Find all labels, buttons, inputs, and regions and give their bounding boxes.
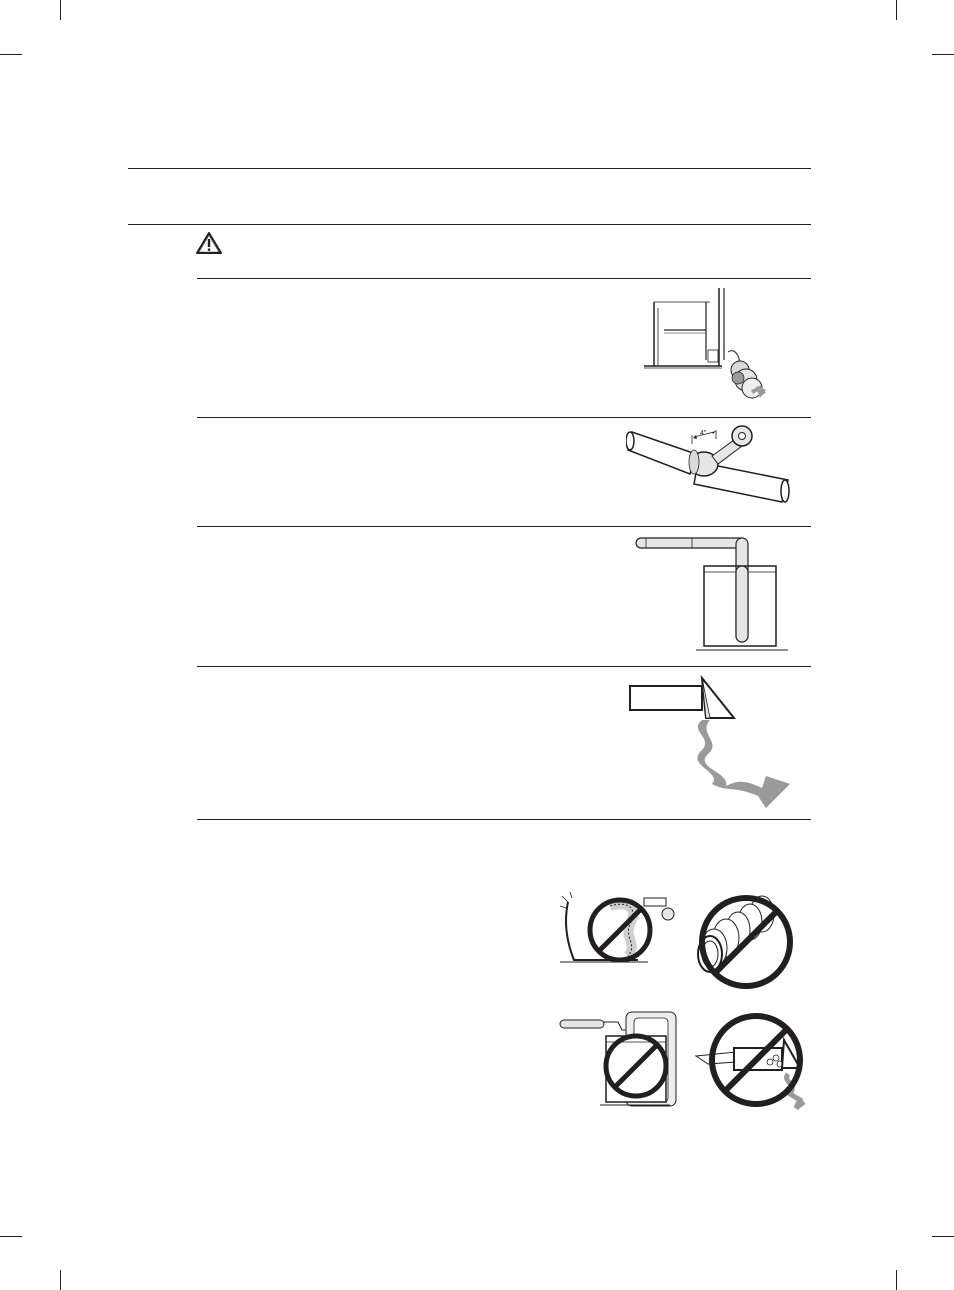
item-rule-2 xyxy=(197,526,811,527)
prohibited-foil-hose-illustration xyxy=(692,892,798,994)
crop-mark-top-right-horizontal xyxy=(932,54,954,55)
crop-mark-bottom-left-vertical xyxy=(60,1270,61,1290)
item-rule-4 xyxy=(197,819,811,820)
caution-rule xyxy=(197,278,811,279)
crop-mark-bottom-right-horizontal xyxy=(932,1236,954,1237)
section-rule-header-bottom xyxy=(128,224,811,225)
prohibited-duct-routing-illustration xyxy=(558,1010,680,1110)
item-rule-1 xyxy=(197,417,811,418)
section-rule-top xyxy=(128,168,811,169)
crop-mark-bottom-right-vertical xyxy=(896,1270,897,1290)
prohibited-clogged-hood-illustration xyxy=(692,1010,814,1110)
crop-mark-top-left-horizontal xyxy=(0,54,22,55)
duct-joint-tape-illustration xyxy=(626,422,796,512)
warning-triangle-icon xyxy=(195,231,223,255)
prohibited-crushed-hose-illustration xyxy=(558,890,680,968)
exhaust-hood-airflow-illustration xyxy=(626,674,794,812)
crop-mark-top-left-vertical xyxy=(60,0,61,20)
dryer-wall-duct-illustration xyxy=(640,284,780,408)
vent-duct-routing-illustration xyxy=(626,532,796,656)
crop-mark-bottom-left-horizontal xyxy=(0,1236,22,1237)
crop-mark-top-right-vertical xyxy=(896,0,897,20)
item-rule-3 xyxy=(197,666,811,667)
duct-width-label: 4" xyxy=(700,430,707,437)
